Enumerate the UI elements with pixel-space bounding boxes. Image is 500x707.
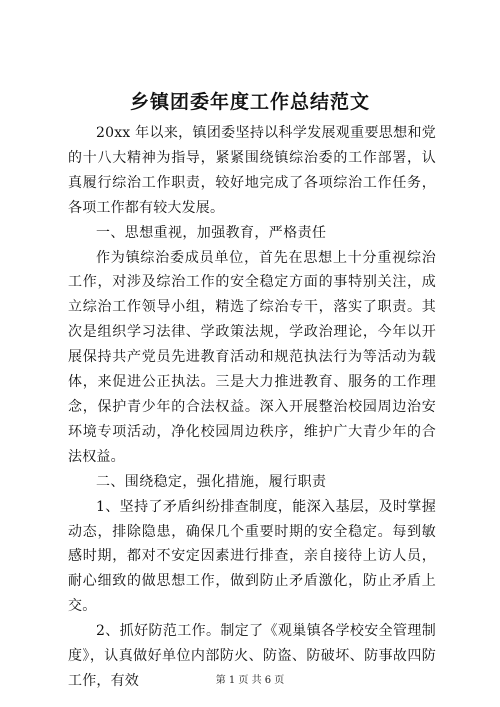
section-heading-2: 二、围绕稳定，强化措施，履行职责: [96, 473, 327, 490]
page-number-footer: 第 1 页 共 6 页: [215, 675, 285, 686]
intro-paragraph: 20xx 年以来，镇团委坚持以科学发展观重要思想和党的十八大精神为指导，紧紧围绕镇综治委的工作部署，认真履行综治工作职责，较好地完成了各项综治工作任务，各项工作都有较大发展。: [68, 125, 436, 216]
section-heading-1: 一、思想重视，加强教育，严格责任: [96, 224, 327, 241]
document-body: [68, 121, 436, 694]
section-2-item-1: 1、坚持了矛盾纠纷排查制度，能深入基层，及时掌握动态，排除隐患，确保几个重要时期的安全稳定。每到敏感时期，都对不安定因素进行排查，亲自接待上访人员，耐心细致的做思想工作，做到防止矛盾激化，防止矛盾上交。: [68, 498, 436, 615]
document-title: 乡镇团委年度工作总结范文: [129, 91, 370, 113]
section-2-item-2: 2、抓好防范工作。制定了《观巢镇各学校安全管理制度》，认真做好单位内部防火、防盗、防破坏、防事故四防工作，有效: [68, 623, 436, 689]
section-1-paragraph: 作为镇综治委成员单位，首先在思想上十分重视综治工作，对涉及综治工作的安全稳定方面的事特别关注，成立综治工作领导小组，精选了综治专干，落实了职责。其次是组织学习法律、学政策法规，学政治理论，今年以开展保持共产党员先进教育活动和规范执法行为等活动为载体，来促进公正执法。三是大力推进教育、服务的工作理念，保护青少年的合法权益。深入开展整治校园周边治安环境专项活动，净化校园周边秩序，维护广大青少年的合法权益。: [68, 249, 436, 465]
